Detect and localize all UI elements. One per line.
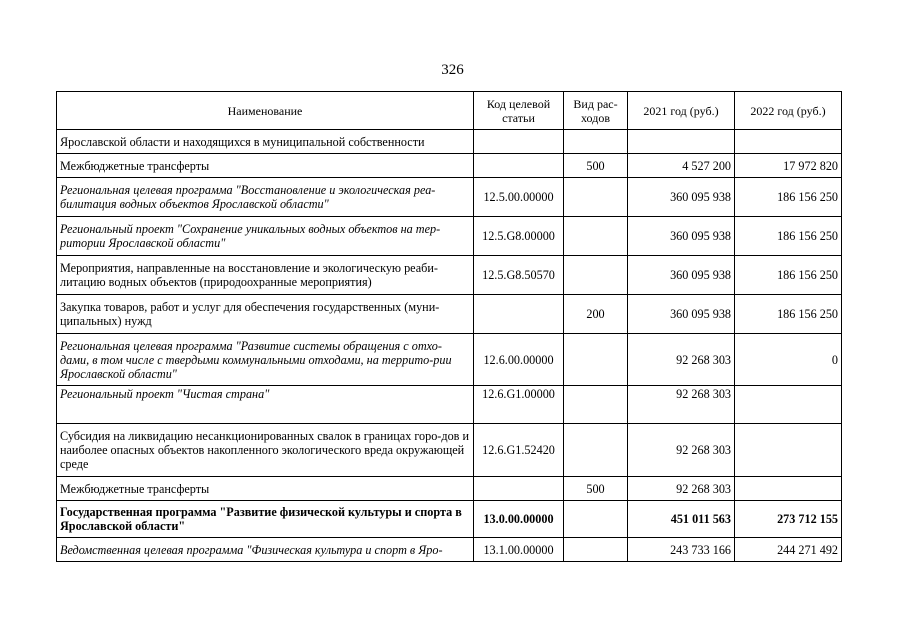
cell-name: Региональный проект "Чистая страна" [57, 386, 474, 424]
cell-name: Субсидия на ликвидацию несанкционированных свалок в границах горо-дов и наиболее опасных объектов накопленного экологического вреда окружающей среде [57, 424, 474, 477]
table-header-row [57, 92, 842, 130]
cell-type [564, 538, 628, 562]
cell-2022: 186 156 250 [735, 295, 842, 334]
cell-2021: 360 095 938 [628, 178, 735, 217]
cell-2021: 360 095 938 [628, 256, 735, 295]
cell-type [564, 256, 628, 295]
cell-2022: 244 271 492 [735, 538, 842, 562]
cell-name: Региональный проект "Сохранение уникальных водных объектов на тер-ритории Ярославской области" [57, 217, 474, 256]
cell-name: Государственная программа "Развитие физической культуры и спорта в Ярославской области" [57, 501, 474, 538]
cell-name: Закупка товаров, работ и услуг для обеспечения государственных (муни-ципальных) нужд [57, 295, 474, 334]
budget-table [56, 91, 842, 562]
header-name: Наименование [57, 92, 474, 130]
header-code: Код целевой статьи [474, 92, 564, 130]
cell-2021 [628, 130, 735, 154]
cell-2022: 0 [735, 334, 842, 386]
table-row [57, 424, 842, 477]
cell-name: Ведомственная целевая программа "Физическая культура и спорт в Яро- [57, 538, 474, 562]
cell-code: 12.5.G8.50570 [474, 256, 564, 295]
cell-code [474, 477, 564, 501]
cell-type: 500 [564, 154, 628, 178]
cell-2022: 186 156 250 [735, 217, 842, 256]
cell-code: 12.6.00.00000 [474, 334, 564, 386]
cell-name: Ярославской области и находящихся в муниципальной собственности [57, 130, 474, 154]
cell-2022 [735, 386, 842, 424]
table-row [57, 154, 842, 178]
cell-code: 12.6.G1.52420 [474, 424, 564, 477]
cell-code: 12.6.G1.00000 [474, 386, 564, 424]
cell-2021: 4 527 200 [628, 154, 735, 178]
cell-type [564, 130, 628, 154]
cell-name: Межбюджетные трансферты [57, 154, 474, 178]
table-row [57, 217, 842, 256]
table-row [57, 295, 842, 334]
cell-code [474, 130, 564, 154]
cell-2022 [735, 130, 842, 154]
cell-name: Межбюджетные трансферты [57, 477, 474, 501]
cell-2022: 186 156 250 [735, 256, 842, 295]
header-type: Вид рас-ходов [564, 92, 628, 130]
table-row [57, 334, 842, 386]
cell-2021: 360 095 938 [628, 295, 735, 334]
cell-type [564, 386, 628, 424]
cell-code: 12.5.00.00000 [474, 178, 564, 217]
table-row [57, 178, 842, 217]
table-row [57, 538, 842, 562]
table-row [57, 386, 842, 424]
cell-2021: 92 268 303 [628, 334, 735, 386]
cell-2022: 17 972 820 [735, 154, 842, 178]
header-2022: 2022 год (руб.) [735, 92, 842, 130]
cell-name: Региональная целевая программа "Восстановление и экологическая реа-билитация водных объектов Ярославской области" [57, 178, 474, 217]
cell-type: 200 [564, 295, 628, 334]
page-number: 326 [441, 62, 464, 78]
cell-type [564, 217, 628, 256]
cell-code [474, 295, 564, 334]
table-row [57, 256, 842, 295]
cell-2021: 92 268 303 [628, 386, 735, 424]
table-row [57, 501, 842, 538]
cell-code: 13.0.00.00000 [474, 501, 564, 538]
cell-2022 [735, 424, 842, 477]
cell-type [564, 178, 628, 217]
cell-name: Региональная целевая программа "Развитие системы обращения с отхо-дами, в том числе с твердыми коммунальными отходами, на террито-рии Ярославской области" [57, 334, 474, 386]
cell-type [564, 501, 628, 538]
cell-code [474, 154, 564, 178]
cell-code: 12.5.G8.00000 [474, 217, 564, 256]
cell-type: 500 [564, 477, 628, 501]
cell-name: Мероприятия, направленные на восстановление и экологическую реаби-литацию водных объектов (природоохранные мероприятия) [57, 256, 474, 295]
cell-type [564, 334, 628, 386]
cell-2022 [735, 477, 842, 501]
cell-2021: 243 733 166 [628, 538, 735, 562]
table-row [57, 130, 842, 154]
cell-2021: 360 095 938 [628, 217, 735, 256]
cell-2022: 186 156 250 [735, 178, 842, 217]
cell-2021: 92 268 303 [628, 477, 735, 501]
cell-type [564, 424, 628, 477]
cell-2021: 451 011 563 [628, 501, 735, 538]
header-2021: 2021 год (руб.) [628, 92, 735, 130]
cell-code: 13.1.00.00000 [474, 538, 564, 562]
cell-2022: 273 712 155 [735, 501, 842, 538]
table-row [57, 477, 842, 501]
cell-2021: 92 268 303 [628, 424, 735, 477]
